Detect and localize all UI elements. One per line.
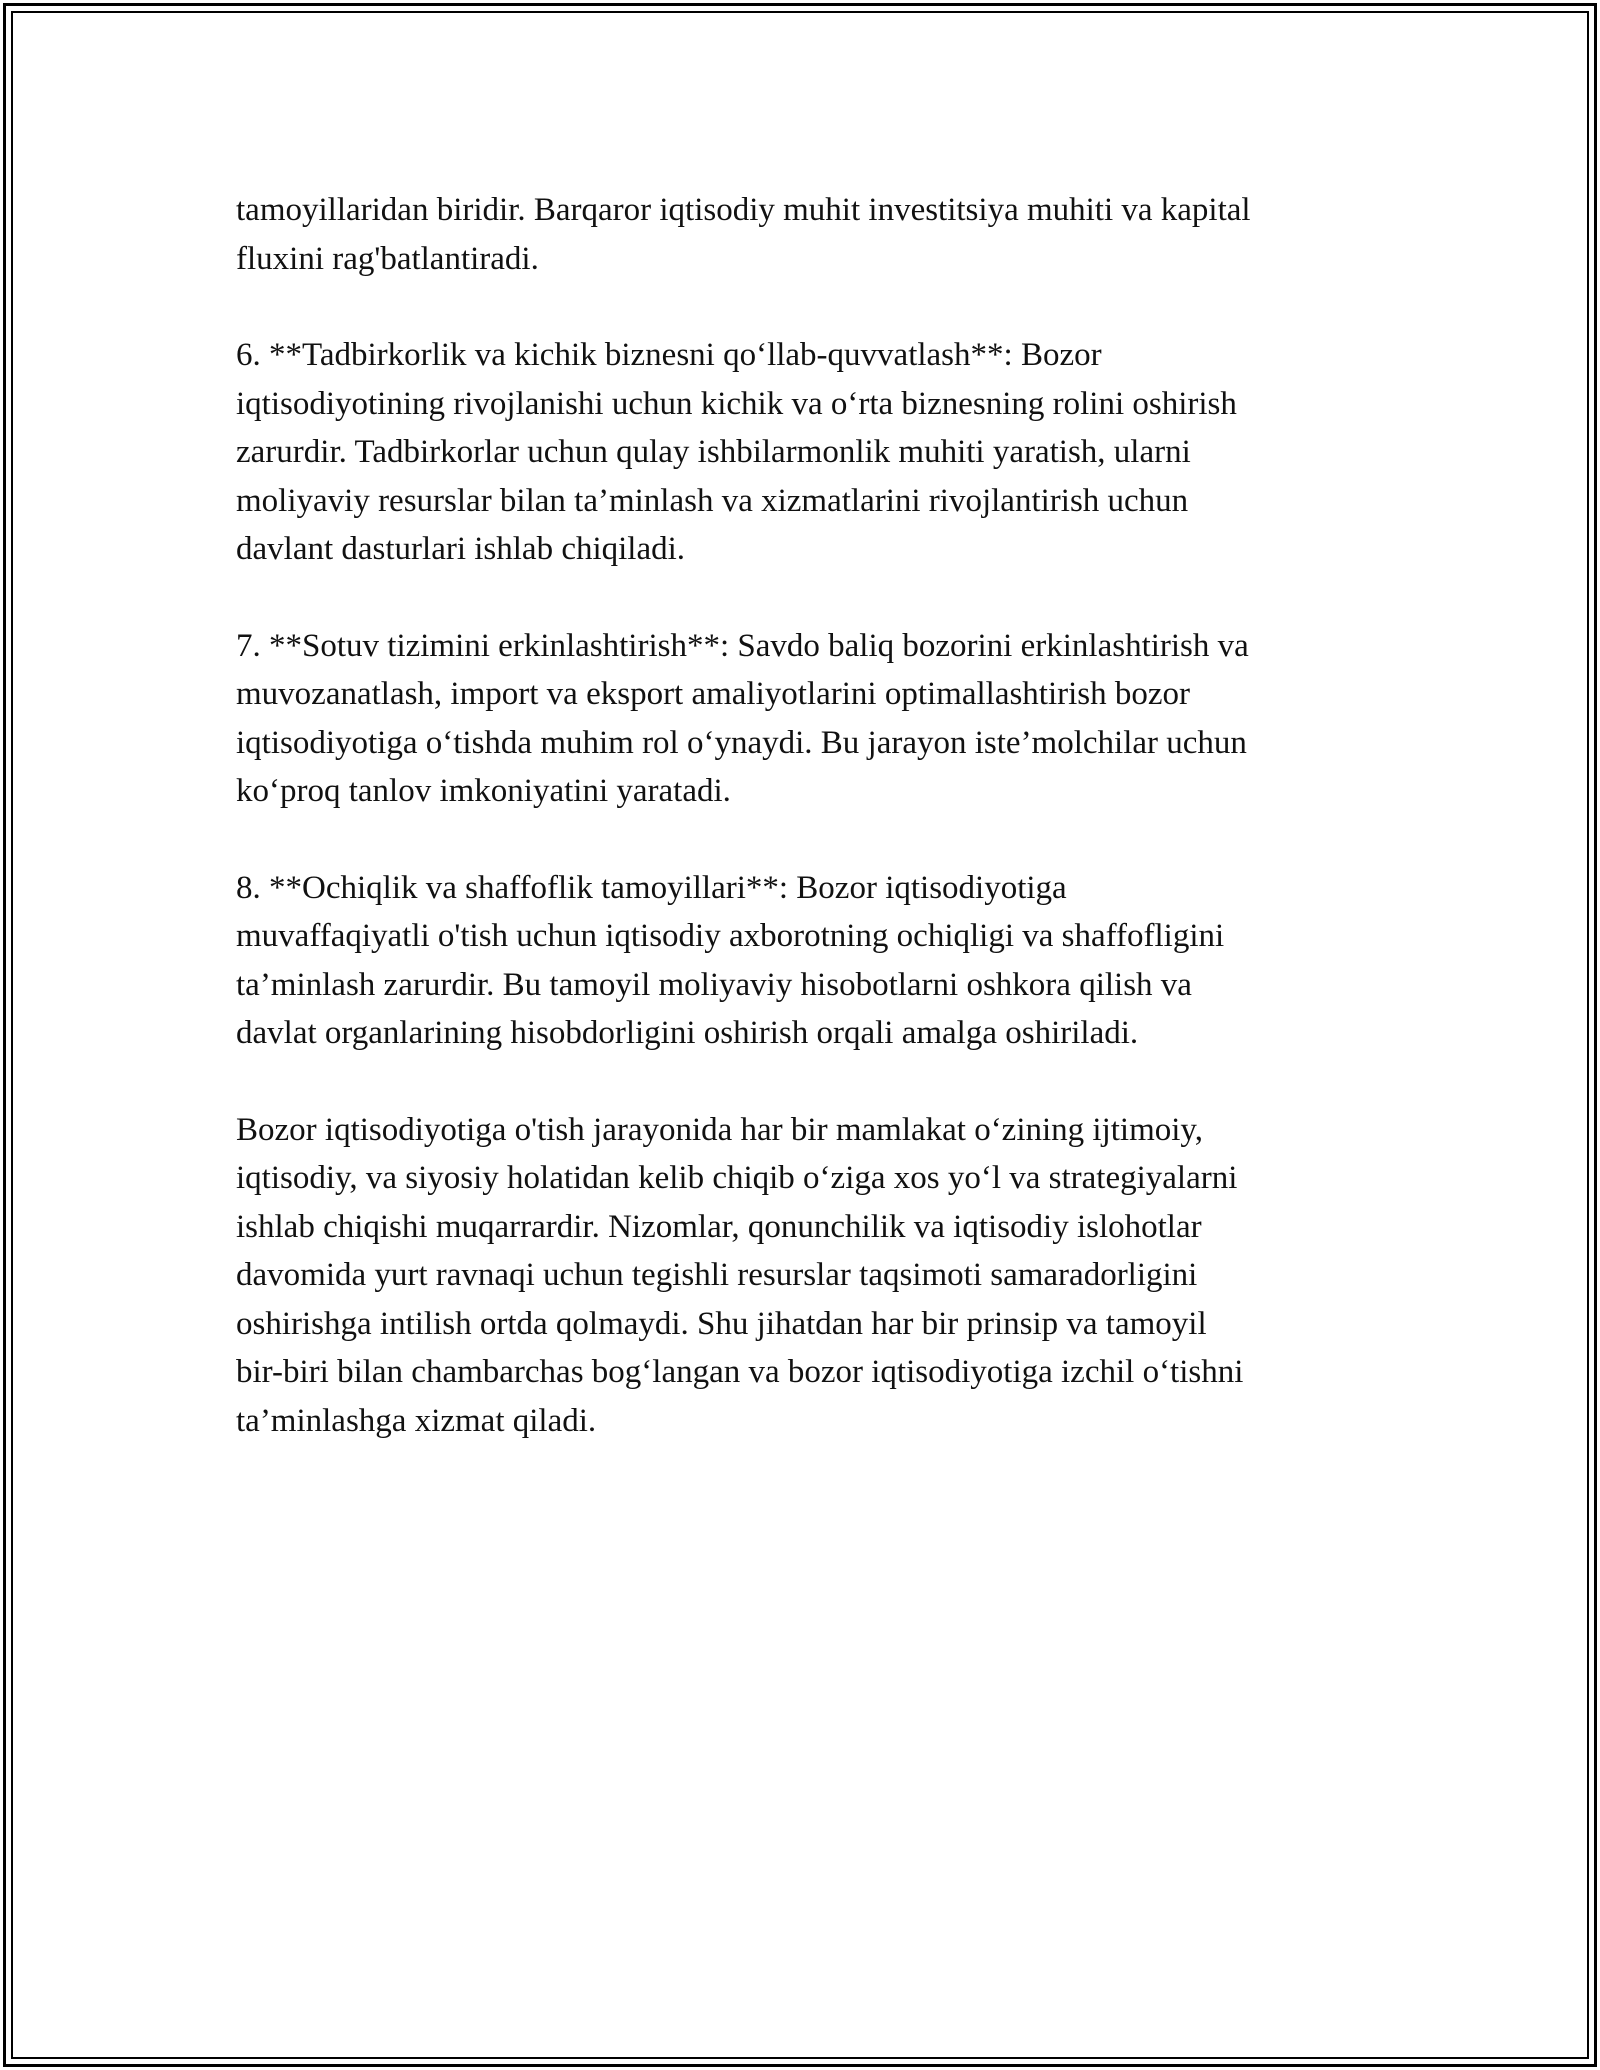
paragraph-continuation: tamoyillaridan biridir. Barqaror iqtisodiy muhit investitsiya muhiti va kapital fluxini rag'batlantiradi.	[236, 192, 1251, 277]
document-body	[236, 186, 1376, 1493]
paragraph-item-6: 6. **Tadbirkorlik va kichik biznesni qo‘llab-quvvatlash**: Bozor iqtisodiyotining rivojlanishi uchun kichik va o‘rta biznesning rolini oshirish zarurdir. Tadbirkorlar uchun qulay ishbilarmonlik muhiti yaratish, ularni moliyaviy resurslar bilan ta’minlash va xizmatlarini rivojlantirish uchun davlant dasturlari ishlab chiqiladi.	[236, 337, 1237, 567]
paragraph-item-8: 8. **Ochiqlik va shaffoflik tamoyillari**: Bozor iqtisodiyotiga muvaffaqiyatli o'tish uchun iqtisodiy axborotning ochiqligi va shaffofligini ta’minlash zarurdir. Bu tamoyil moliyaviy hisobotlarni oshkora qilish va davlat organlarining hisobdorligini oshirish orqali amalga oshiriladi.	[236, 869, 1225, 1051]
paragraph-conclusion: Bozor iqtisodiyotiga o'tish jarayonida har bir mamlakat o‘zining ijtimoiy, iqtisodiy, va siyosiy holatidan kelib chiqib o‘ziga xos yo‘l va strategiyalarni ishlab chiqishi muqarrardir. Nizomlar, qonunchilik va iqtisodiy islohotlar davomida yurt ravnaqi uchun tegishli resurslar taqsimoti samaradorligini oshirishga intilish ortda qolmaydi. Shu jihatdan har bir prinsip va tamoyil bir-biri bilan chambarchas bog‘langan va bozor iqtisodiyotiga izchil o‘tishni ta’minlashga xizmat qiladi.	[236, 1111, 1244, 1439]
paragraph-item-7: 7. **Sotuv tizimini erkinlashtirish**: Savdo baliq bozorini erkinlashtirish va muvozanatlash, import va eksport amaliyotlarini optimallashtirish bozor iqtisodiyotiga o‘tishda muhim rol o‘ynaydi. Bu jarayon iste’molchilar uchun ko‘proq tanlov imkoniyatini yaratadi.	[236, 627, 1249, 809]
